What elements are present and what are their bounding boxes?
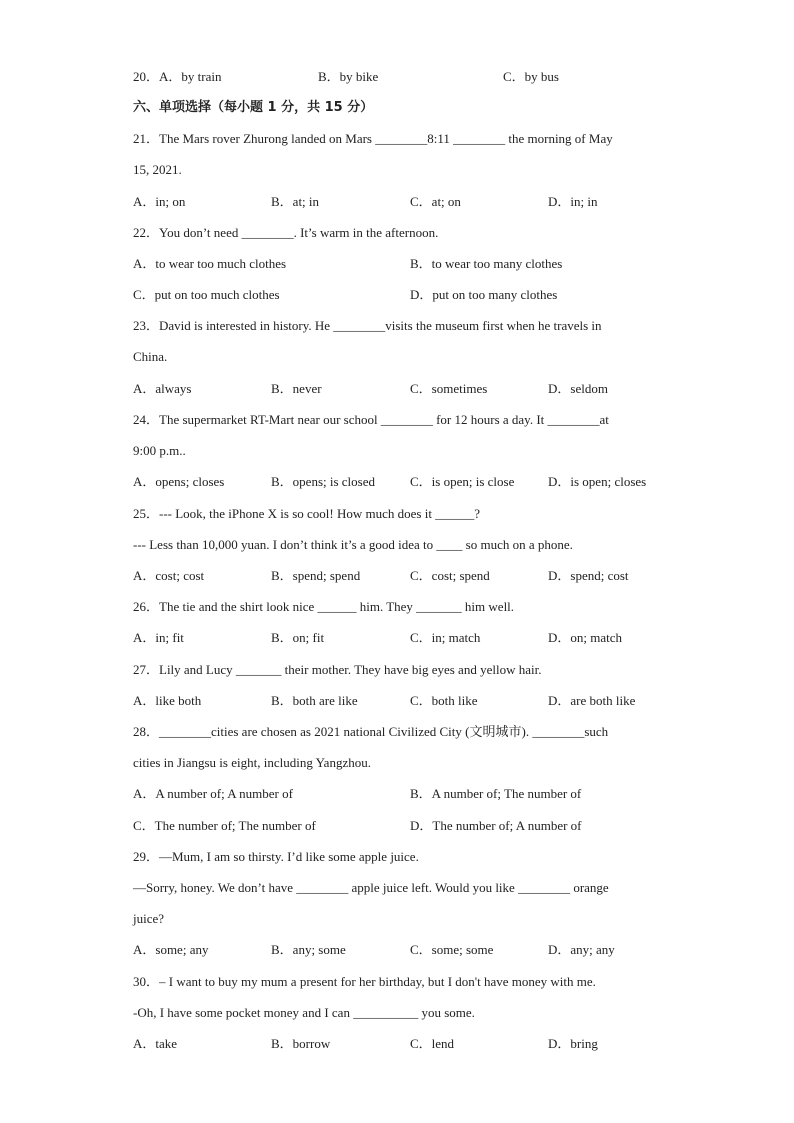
q25-stem-line1: 25．--- Look, the iPhone X is so cool! How much does it ______? xyxy=(133,506,480,521)
q22-option-c: C．put on too much clothes xyxy=(133,287,280,302)
q23-option-d: D．seldom xyxy=(548,381,608,396)
q28-option-a: A．A number of; A number of xyxy=(133,786,293,801)
q20-option-b: B．by bike xyxy=(318,69,379,84)
q21-option-d: D．in; in xyxy=(548,194,598,209)
q25-option-d: D．spend; cost xyxy=(548,568,629,583)
q27-option-c: C．both like xyxy=(410,693,478,708)
section-title: 六、单项选择（每小题 1 分，共 15 分） xyxy=(133,100,374,115)
q23-option-b: B．never xyxy=(271,381,322,396)
q27-option-b: B．both are like xyxy=(271,693,358,708)
q28-option-b: B．A number of; The number of xyxy=(410,786,582,801)
q22-option-d: D．put on too many clothes xyxy=(410,287,558,302)
q24-option-c: C．is open; is close xyxy=(410,474,515,489)
q24-option-d: D．is open; closes xyxy=(548,474,647,489)
q25-option-b: B．spend; spend xyxy=(271,568,361,583)
q28-stem-line1: 28．________cities are chosen as 2021 national Civilized City (文明城市). ________such xyxy=(133,724,609,739)
q26-option-b: B．on; fit xyxy=(271,630,325,645)
q27-option-a: A．like both xyxy=(133,693,202,708)
q21-option-c: C．at; on xyxy=(410,194,461,209)
q29-option-c: C．some; some xyxy=(410,942,494,957)
q21-stem-line1: 21．The Mars rover Zhurong landed on Mars ________8:11 ________ the morning of May xyxy=(133,131,613,146)
q25-option-c: C．cost; spend xyxy=(410,568,490,583)
q24-stem-line1: 24．The supermarket RT-Mart near our school ________ for 12 hours a day. It ________at xyxy=(133,412,609,427)
q28-option-c: C．The number of; The number of xyxy=(133,818,316,833)
q24-option-b: B．opens; is closed xyxy=(271,474,375,489)
q27-option-d: D．are both like xyxy=(548,693,636,708)
q30-stem-line1: 30．– I want to buy my mum a present for her birthday, but I don't have money with me. xyxy=(133,974,596,989)
q30-option-a: A．take xyxy=(133,1036,178,1051)
q30-stem-line2: -Oh, I have some pocket money and I can __________ you some. xyxy=(133,1005,475,1020)
q30-option-b: B．borrow xyxy=(271,1036,331,1051)
q20-option-c: C．by bus xyxy=(503,69,559,84)
q22-stem: 22．You don’t need ________. It’s warm in the afternoon. xyxy=(133,225,439,240)
q30-option-d: D．bring xyxy=(548,1036,598,1051)
q29-stem-line2: —Sorry, honey. We don’t have ________ apple juice left. Would you like ________ orange xyxy=(133,880,609,895)
q29-stem-line3: juice? xyxy=(133,911,165,926)
q25-stem-line2: --- Less than 10,000 yuan. I don’t think it’s a good idea to ____ so much on a phone. xyxy=(133,537,573,552)
q29-stem-line1: 29．—Mum, I am so thirsty. I’d like some apple juice. xyxy=(133,849,419,864)
q21-option-a: A．in; on xyxy=(133,194,186,209)
q24-option-a: A．opens; closes xyxy=(133,474,225,489)
q23-option-a: A．always xyxy=(133,381,192,396)
q22-option-b: B．to wear too many clothes xyxy=(410,256,563,271)
q30-option-c: C．lend xyxy=(410,1036,455,1051)
q26-stem: 26．The tie and the shirt look nice ______ him. They _______ him well. xyxy=(133,599,515,614)
q26-option-a: A．in; fit xyxy=(133,630,184,645)
q26-option-c: C．in; match xyxy=(410,630,481,645)
q21-option-b: B．at; in xyxy=(271,194,320,209)
q29-option-b: B．any; some xyxy=(271,942,346,957)
q22-option-a: A．to wear too much clothes xyxy=(133,256,287,271)
q26-option-d: D．on; match xyxy=(548,630,623,645)
q21-stem-line2: 15, 2021. xyxy=(133,162,182,177)
q23-option-c: C．sometimes xyxy=(410,381,488,396)
q28-stem-line2: cities in Jiangsu is eight, including Yangzhou. xyxy=(133,755,371,770)
q20-option-a: 20．A．by train xyxy=(133,69,222,84)
q25-option-a: A．cost; cost xyxy=(133,568,205,583)
q28-option-d: D．The number of; A number of xyxy=(410,818,582,833)
q27-stem: 27．Lily and Lucy _______ their mother. They have big eyes and yellow hair. xyxy=(133,662,542,677)
q24-stem-line2: 9:00 p.m.. xyxy=(133,443,186,458)
q23-stem-line1: 23．David is interested in history. He ________visits the museum first when he travels in xyxy=(133,318,602,333)
q23-stem-line2: China. xyxy=(133,349,168,364)
q29-option-d: D．any; any xyxy=(548,942,615,957)
q29-option-a: A．some; any xyxy=(133,942,209,957)
